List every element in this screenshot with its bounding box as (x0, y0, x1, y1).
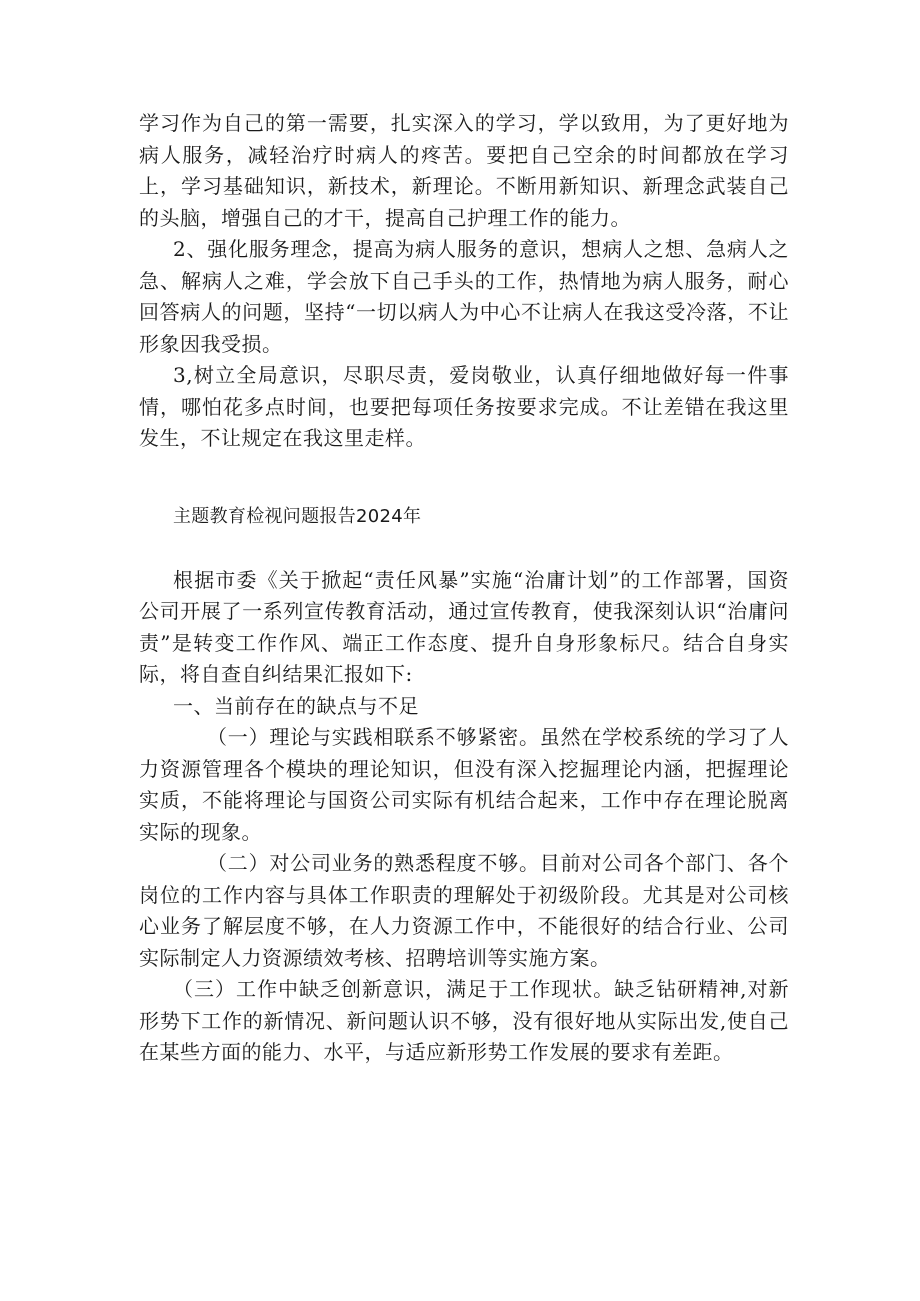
report-title: 主题教育检视问题报告2024年 (173, 505, 422, 527)
item-innovation: （三）工作中缺乏创新意识，满足于工作现状。缺乏钻研精神,对新形势下工作的新情况、新问题认识不够，没有很好地从实际出发,使自己在某些方面的能力、水平，与适应新形势工作发展的要求有差距。 (139, 977, 789, 1064)
report-intro: 根据市委《关于掀起“责任风暴”实施“治庸计划”的工作部署，国资公司开展了一系列宣传教育活动，通过宣传教育，使我深刻认识“治庸问责”是转变工作作风、端正工作态度、提升自身形象标尺。结合自身实际，将自查自纠结果汇报如下: (139, 567, 789, 686)
item-business-familiarity: （二）对公司业务的熟悉程度不够。目前对公司各个部门、各个岗位的工作内容与具体工作职责的理解处于初级阶段。尤其是对公司核心业务了解层度不够，在人力资源工作中，不能很好的结合行业、公司实际制定人力资源绩效考核、招聘培训等实施方案。 (139, 851, 789, 970)
paragraph-study: 学习作为自己的第一需要，扎实深入的学习，学以致用，为了更好地为病人服务，减轻治疗时病人的疼苦。要把自己空余的时间都放在学习上，学习基础知识，新技术，新理论。不断用新知识、新理念武装自己的头脑，增强自己的才干，提高自己护理工作的能力。 (139, 111, 789, 230)
section-heading-shortcomings: 一、当前存在的缺点与不足 (173, 693, 419, 718)
paragraph-overall-awareness: 3,树立全局意识，尽职尽责，爱岗敬业，认真仔细地做好每一件事情，哪怕花多点时间，也要把每项任务按要求完成。不让差错在我这里发生，不让规定在我这里走样。 (139, 363, 789, 450)
item-theory-practice: （一）理论与实践相联系不够紧密。虽然在学校系统的学习了人力资源管理各个模块的理论知识，但没有深入挖掘理论内涵，把握理论实质，不能将理论与国资公司实际有机结合起来，工作中存在理论脱离实际的现象。 (139, 725, 789, 844)
document-page (139, 108, 789, 1069)
paragraph-service-concept: 2、强化服务理念，提高为病人服务的意识，想病人之想、急病人之急、解病人之难，学会放下自己手头的工作，热情地为病人服务，耐心回答病人的问题，坚持“一切以病人为中心不让病人在我这受冷落，不让形象因我受损。 (139, 237, 789, 356)
